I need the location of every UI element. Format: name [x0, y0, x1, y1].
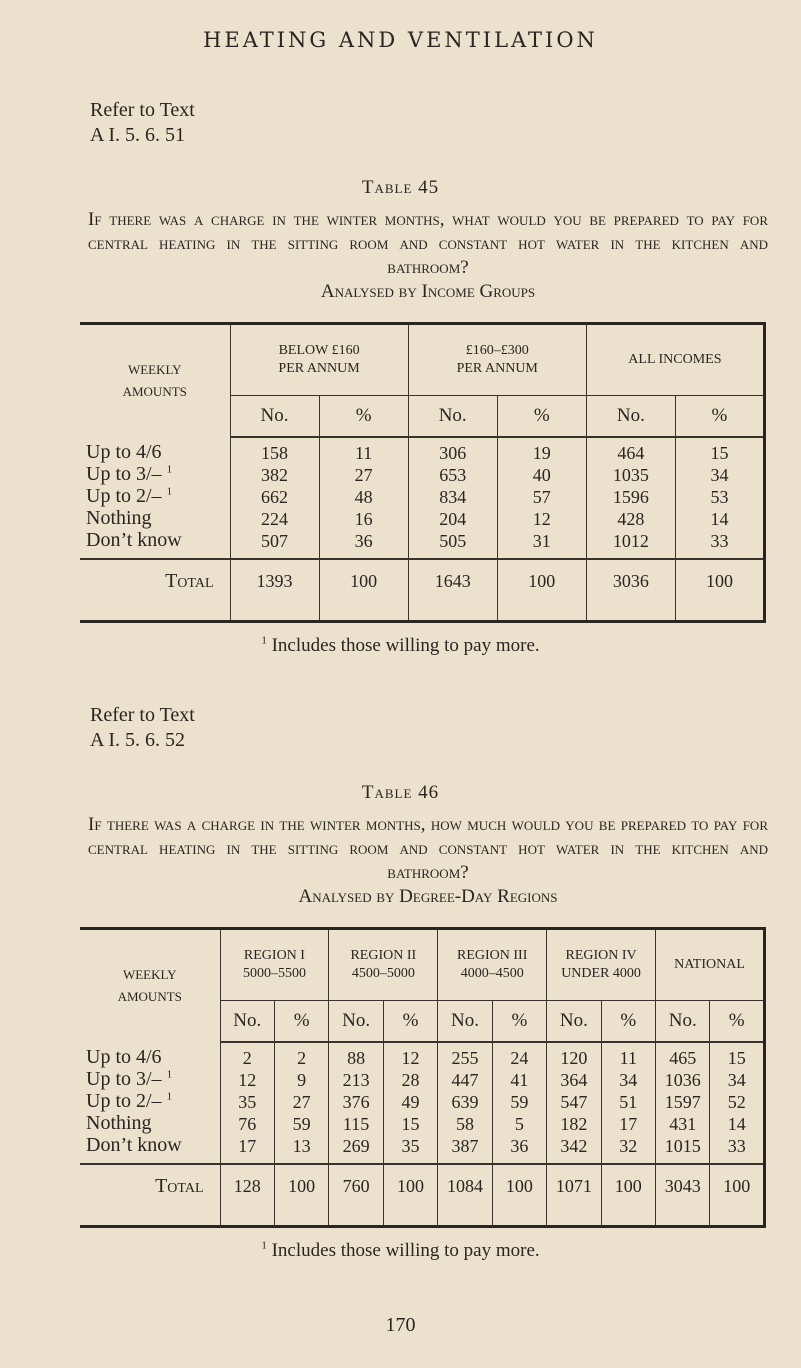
row-label-text: Up to 2/–: [86, 1090, 162, 1112]
table-cell: 1596: [612, 487, 649, 507]
number-column: [230, 437, 319, 559]
row-label-text: Up to 4/6: [86, 1046, 162, 1068]
footnote-marker: 1: [166, 463, 173, 476]
table-cell: 428: [617, 509, 645, 529]
row-label: [86, 441, 230, 463]
total-cell: 100: [710, 1164, 765, 1227]
row-label: [86, 507, 230, 529]
table-45-title: Table 45: [361, 177, 440, 198]
total-cell: 1393: [230, 559, 319, 622]
group-header-line1: £160–£300: [465, 343, 529, 358]
total-cell: 100: [492, 1164, 546, 1227]
row-label: [86, 1112, 220, 1134]
table-body: [80, 437, 765, 559]
total-cell: 100: [497, 559, 586, 622]
table-cell: 15: [727, 1048, 746, 1068]
row-label-text: Up to 4/6: [86, 441, 162, 463]
total-cell: 100: [383, 1164, 437, 1227]
row-label: [86, 485, 230, 507]
table-cell: 27: [354, 465, 373, 485]
group-header-line2: 4500–5000: [351, 966, 415, 981]
group-header-line1: REGION III: [457, 948, 528, 963]
table-cell: 40: [532, 465, 551, 485]
refer-label: Refer to Text: [90, 704, 195, 726]
table-cell: 213: [342, 1070, 370, 1090]
table-cell: 14: [727, 1114, 746, 1134]
number-column: [586, 437, 675, 559]
table-cell: 182: [560, 1114, 588, 1134]
total-label: Total: [80, 1164, 220, 1227]
row-label-text: Don’t know: [86, 1134, 182, 1156]
number-header: No.: [547, 1001, 601, 1043]
table-cell: 17: [238, 1136, 257, 1156]
group-header: [220, 929, 329, 1001]
table-cell: 15: [401, 1114, 420, 1134]
table-cell: 33: [727, 1136, 746, 1156]
table-cell: 49: [401, 1092, 420, 1112]
group-header-line1: BELOW £160: [278, 343, 360, 358]
table-cell: 465: [669, 1048, 697, 1068]
table-cell: 88: [347, 1048, 366, 1068]
table-cell: 11: [354, 443, 373, 463]
group-header-line2: PER ANNUM: [278, 361, 360, 376]
table-cell: 364: [560, 1070, 588, 1090]
percent-column: [710, 1042, 765, 1164]
table-cell: 2: [242, 1048, 252, 1068]
footnote-marker: 1: [166, 485, 173, 498]
group-header: [329, 929, 438, 1001]
row-label-text: Up to 2/–: [86, 485, 162, 507]
row-labels: [80, 437, 230, 559]
total-cell: 100: [601, 1164, 655, 1227]
footnote-text: Includes those willing to pay more.: [271, 1240, 540, 1261]
table-cell: 34: [619, 1070, 638, 1090]
table-45: [80, 322, 766, 623]
table-cell: 464: [617, 443, 645, 463]
table-cell: 35: [238, 1092, 257, 1112]
table-45-question: [88, 208, 768, 304]
table-46-question: [88, 813, 768, 909]
table-cell: 120: [560, 1048, 588, 1068]
table-cell: 306: [439, 443, 467, 463]
number-header: No.: [408, 396, 497, 438]
table-cell: 24: [510, 1048, 529, 1068]
row-label: [86, 1090, 220, 1112]
table-cell: 342: [560, 1136, 588, 1156]
table-cell: 57: [532, 487, 551, 507]
table-cell: 2: [297, 1048, 307, 1068]
table-cell: 12: [238, 1070, 257, 1090]
table-cell: 204: [439, 509, 467, 529]
table-cell: 255: [451, 1048, 479, 1068]
percent-column: [675, 437, 764, 559]
question-text: If there was a charge in the winter months, how much would you be prepared to pay for central heating in the sitting room and constant hot water in the kitchen and bathroom?: [88, 814, 768, 883]
table-cell: 52: [727, 1092, 746, 1112]
group-header-line1: REGION II: [350, 948, 417, 963]
table-cell: 547: [560, 1092, 588, 1112]
percent-header: %: [492, 1001, 546, 1043]
table-cell: 224: [261, 509, 289, 529]
refer-label: Refer to Text: [90, 99, 195, 121]
table-cell: 115: [342, 1114, 370, 1134]
row-label: [86, 529, 230, 551]
question-text: If there was a charge in the winter months, what would you be prepared to pay for central heating in the sitting room and constant hot water in the kitchen and bathroom?: [88, 209, 768, 278]
header-row: [80, 929, 765, 1001]
group-header: [586, 324, 764, 396]
number-column: [220, 1042, 274, 1164]
table-cell: 19: [532, 443, 551, 463]
group-header: [230, 324, 408, 396]
row-header-line: AMOUNTS: [117, 989, 182, 1004]
percent-header: %: [274, 1001, 328, 1043]
question-subtitle: Analysed by Income Groups: [320, 281, 536, 302]
table-cell: 36: [354, 531, 373, 551]
total-cell: 1071: [547, 1164, 601, 1227]
table-cell: 48: [354, 487, 373, 507]
table-cell: 505: [439, 531, 467, 551]
group-header: [656, 929, 765, 1001]
table-cell: 269: [342, 1136, 370, 1156]
row-labels: [80, 1042, 220, 1164]
row-label-text: Don’t know: [86, 529, 182, 551]
total-row: [80, 1164, 765, 1227]
row-header: [80, 929, 220, 1043]
table-cell: 15: [710, 443, 729, 463]
table-cell: 59: [292, 1114, 311, 1134]
total-label: Total: [80, 559, 230, 622]
table-cell: 653: [439, 465, 467, 485]
table-cell: 507: [261, 531, 289, 551]
total-cell: 3043: [656, 1164, 710, 1227]
table-cell: 53: [710, 487, 729, 507]
group-header: [438, 929, 547, 1001]
number-header: No.: [220, 1001, 274, 1043]
group-header-line2: 5000–5500: [242, 966, 306, 981]
percent-header: %: [497, 396, 586, 438]
refer-to-text-45: [90, 98, 801, 148]
percent-header: %: [319, 396, 408, 438]
number-column: [547, 1042, 601, 1164]
total-cell: 128: [220, 1164, 274, 1227]
row-label: [86, 1068, 220, 1090]
number-header: No.: [656, 1001, 710, 1043]
table-cell: 34: [727, 1070, 746, 1090]
row-header-line: AMOUNTS: [122, 384, 187, 399]
table-cell: 834: [439, 487, 467, 507]
group-header-line1: REGION I: [243, 948, 305, 963]
total-cell: 1084: [438, 1164, 492, 1227]
table-cell: 28: [401, 1070, 420, 1090]
number-header: No.: [438, 1001, 492, 1043]
row-label-text: Nothing: [86, 1112, 152, 1134]
total-cell: 100: [274, 1164, 328, 1227]
table-cell: 5: [514, 1114, 524, 1134]
total-cell: 1643: [408, 559, 497, 622]
footnote-text: Includes those willing to pay more.: [271, 635, 540, 656]
table-cell: 158: [261, 443, 289, 463]
number-header: No.: [329, 1001, 383, 1043]
table-cell: 33: [710, 531, 729, 551]
percent-column: [601, 1042, 655, 1164]
table-cell: 13: [292, 1136, 311, 1156]
table-cell: 59: [510, 1092, 529, 1112]
number-column: [329, 1042, 383, 1164]
percent-column: [319, 437, 408, 559]
percent-header: %: [601, 1001, 655, 1043]
table-46-footnote: [0, 1238, 801, 1263]
row-label-text: Nothing: [86, 507, 152, 529]
refer-to-text-46: [90, 703, 801, 753]
table-cell: 9: [297, 1070, 307, 1090]
group-header-line2: 4000–4500: [460, 966, 524, 981]
number-column: [438, 1042, 492, 1164]
footnote-marker: 1: [166, 1068, 173, 1081]
table-46: [80, 927, 766, 1228]
table-cell: 16: [354, 509, 373, 529]
row-label-text: Up to 3/–: [86, 463, 162, 485]
group-header-line1: REGION IV: [565, 948, 637, 963]
table-cell: 662: [261, 487, 289, 507]
row-label: [86, 1134, 220, 1156]
number-column: [656, 1042, 710, 1164]
table-cell: 34: [710, 465, 729, 485]
footnote-marker: 1: [261, 634, 267, 647]
group-header-line1: ALL INCOMES: [628, 352, 722, 367]
percent-column: [497, 437, 586, 559]
table-cell: 382: [261, 465, 289, 485]
total-cell: 760: [329, 1164, 383, 1227]
table-cell: 1015: [664, 1136, 701, 1156]
table-cell: 58: [455, 1114, 474, 1134]
number-column: [408, 437, 497, 559]
table-cell: 76: [238, 1114, 257, 1134]
percent-column: [383, 1042, 437, 1164]
table-cell: 12: [401, 1048, 420, 1068]
footnote-marker: 1: [261, 1239, 267, 1252]
table-cell: 17: [619, 1114, 638, 1134]
question-subtitle: Analysed by Degree-Day Regions: [298, 886, 558, 907]
table-cell: 376: [342, 1092, 370, 1112]
number-header: No.: [230, 396, 319, 438]
row-label: [86, 463, 230, 485]
percent-header: %: [710, 1001, 765, 1043]
refer-code: A I. 5. 6. 51: [90, 124, 185, 146]
group-header-line2: UNDER 4000: [561, 966, 641, 981]
table-cell: 32: [619, 1136, 638, 1156]
group-header-line2: PER ANNUM: [456, 361, 538, 376]
group-header: [408, 324, 586, 396]
table-cell: 41: [510, 1070, 529, 1090]
table-body: [80, 1042, 765, 1164]
table-cell: 14: [710, 509, 729, 529]
table-cell: 447: [451, 1070, 479, 1090]
total-cell: 100: [675, 559, 764, 622]
total-cell: 100: [319, 559, 408, 622]
table-cell: 639: [451, 1092, 479, 1112]
table-cell: 387: [451, 1136, 479, 1156]
running-head: HEATING AND VENTILATION: [203, 28, 598, 52]
table-cell: 1036: [664, 1070, 701, 1090]
table-cell: 51: [619, 1092, 638, 1112]
table-cell: 31: [532, 531, 551, 551]
footnote-marker: 1: [166, 1090, 173, 1103]
percent-column: [274, 1042, 328, 1164]
row-label-text: Up to 3/–: [86, 1068, 162, 1090]
total-cell: 3036: [586, 559, 675, 622]
table-cell: 431: [669, 1114, 697, 1134]
row-header-line: WEEKLY: [127, 362, 182, 377]
group-header: [547, 929, 656, 1001]
number-header: No.: [586, 396, 675, 438]
table-45-footnote: [0, 633, 801, 658]
percent-column: [492, 1042, 546, 1164]
percent-header: %: [675, 396, 764, 438]
percent-header: %: [383, 1001, 437, 1043]
total-row: [80, 559, 765, 622]
table-46-title: Table 46: [361, 782, 440, 803]
table-cell: 1012: [612, 531, 649, 551]
row-header-line: WEEKLY: [122, 967, 177, 982]
row-label: [86, 1046, 220, 1068]
group-header-line1: NATIONAL: [674, 957, 745, 972]
table-cell: 1035: [612, 465, 649, 485]
table-cell: 1597: [664, 1092, 701, 1112]
row-header: [80, 324, 230, 438]
page-number: 170: [385, 1314, 416, 1336]
header-row: [80, 324, 765, 396]
table-cell: 11: [619, 1048, 637, 1068]
refer-code: A I. 5. 6. 52: [90, 729, 185, 751]
table-cell: 35: [401, 1136, 420, 1156]
table-cell: 36: [510, 1136, 529, 1156]
table-cell: 27: [292, 1092, 311, 1112]
table-cell: 12: [532, 509, 551, 529]
